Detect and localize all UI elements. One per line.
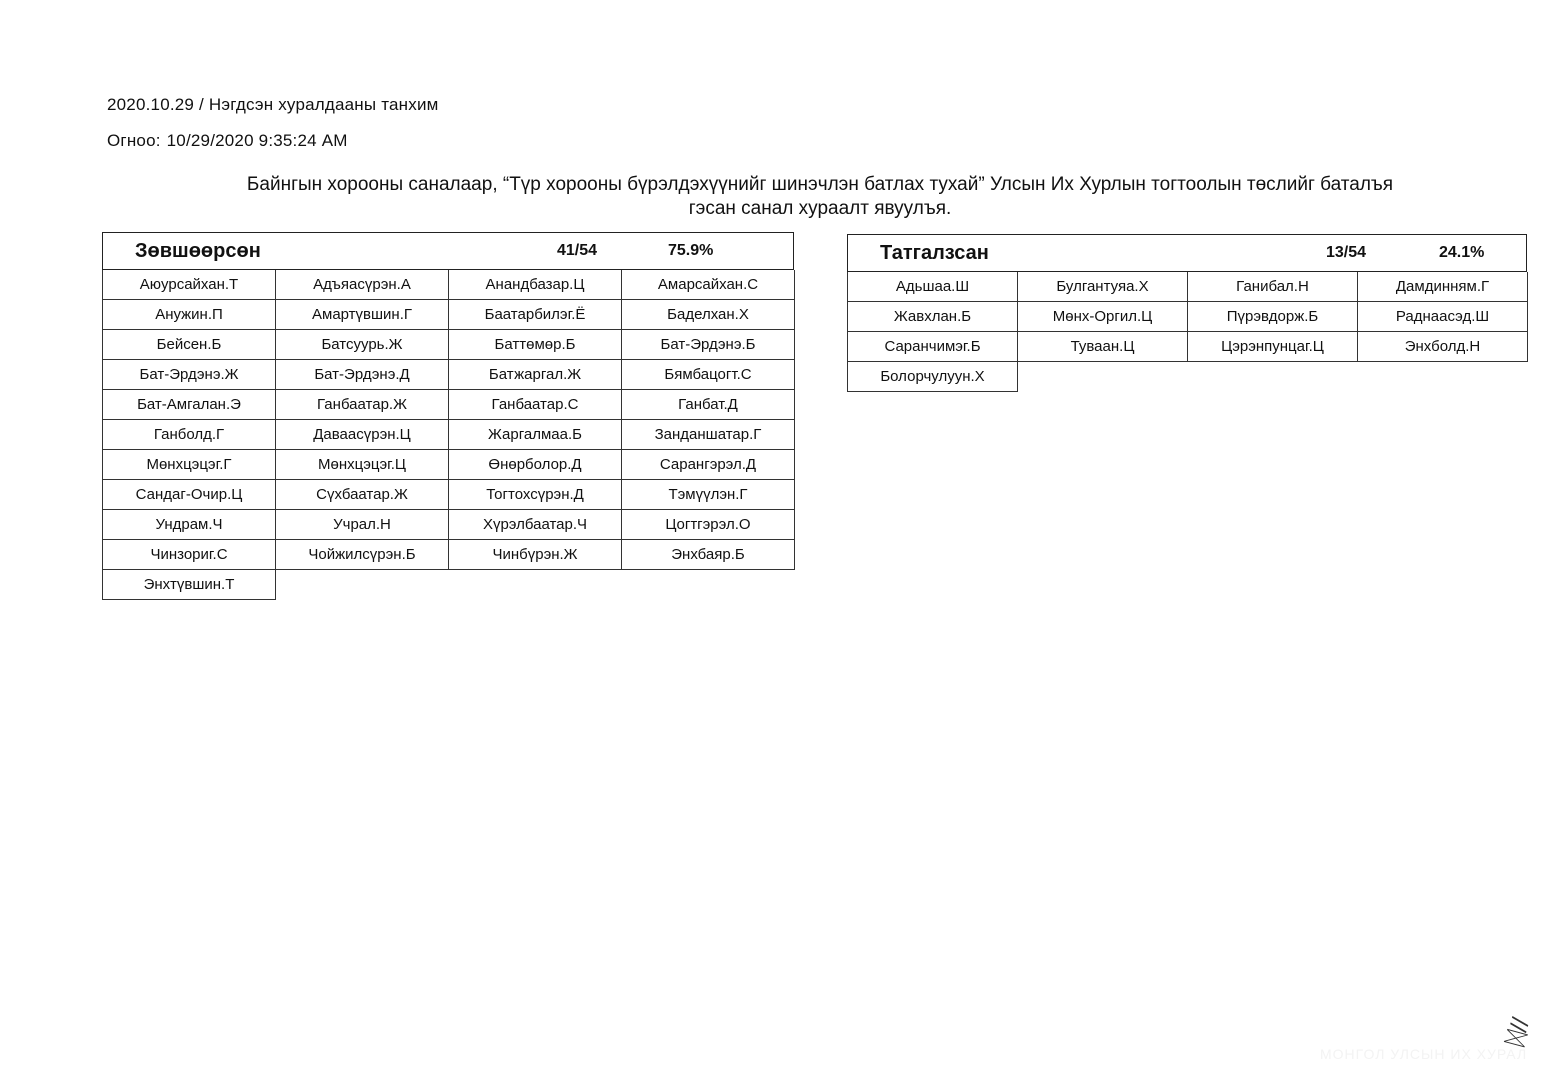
approved-name-cell: Баттөмөр.Б: [448, 330, 622, 360]
approved-name-cell: Хүрэлбаатар.Ч: [448, 510, 622, 540]
approved-name-cell: Өнөрболор.Д: [448, 450, 622, 480]
rejected-name-cell: Жавхлан.Б: [847, 302, 1018, 332]
approved-name-cell: Тогтохсүрэн.Д: [448, 480, 622, 510]
session-line: 2020.10.29 / Нэгдсэн хуралдааны танхим: [107, 95, 439, 114]
approved-name-cell: Бат-Эрдэнэ.Б: [621, 330, 795, 360]
approved-name-cell: Бат-Эрдэнэ.Ж: [102, 360, 276, 390]
approved-name-cell: Ундрам.Ч: [102, 510, 276, 540]
approved-name-cell: Баатарбилэг.Ё: [448, 300, 622, 330]
approved-name-cell: Анужин.П: [102, 300, 276, 330]
approved-name-cell: Сүхбаатар.Ж: [275, 480, 449, 510]
approved-name-cell: Сандаг-Очир.Ц: [102, 480, 276, 510]
rejected-name-cell: Туваан.Ц: [1017, 332, 1188, 362]
rejected-name-cell: Пүрэвдорж.Б: [1187, 302, 1358, 332]
approved-name-cell: Ганбаатар.С: [448, 390, 622, 420]
rejected-votes-table: [847, 234, 1527, 392]
rejected-name-cell: Энхболд.Н: [1357, 332, 1528, 362]
approved-name-cell: Бат-Эрдэнэ.Д: [275, 360, 449, 390]
rejected-name-cell: Цэрэнпунцаг.Ц: [1187, 332, 1358, 362]
approved-title: Зөвшөөрсөн: [135, 240, 261, 262]
rejected-name-cell: Ганибал.Н: [1187, 272, 1358, 302]
approved-name-cell: Даваасүрэн.Ц: [275, 420, 449, 450]
rejected-name-cell: Булгантуяа.Х: [1017, 272, 1188, 302]
approved-name-cell: Анандбазар.Ц: [448, 270, 622, 300]
approved-name-cell: Адъяасүрэн.А: [275, 270, 449, 300]
approved-name-cell: Бямбацогт.С: [621, 360, 795, 390]
approved-percent: 75.9%: [668, 242, 714, 259]
rejected-title: Татгалзсан: [880, 242, 989, 264]
approved-name-cell: Мөнхцэцэг.Г: [102, 450, 276, 480]
rejected-name-cell: Мөнх-Оргил.Ц: [1017, 302, 1188, 332]
approved-name-cell: Ганбат.Д: [621, 390, 795, 420]
rejected-name-cell: Дамдинням.Г: [1357, 272, 1528, 302]
approved-name-cell: Ганбаатар.Ж: [275, 390, 449, 420]
approved-name-cell: Чинбүрэн.Ж: [448, 540, 622, 570]
date-label: Огноо:: [107, 131, 161, 150]
rejected-name-cell: Раднаасэд.Ш: [1357, 302, 1528, 332]
motion-line-2: гэсан санал хураалт явуулъя.: [688, 198, 952, 219]
approved-name-cell: Баделхан.Х: [621, 300, 795, 330]
approved-name-cell: Жаргалмаа.Б: [448, 420, 622, 450]
approved-name-cell: Амартүвшин.Г: [275, 300, 449, 330]
approved-name-cell: Цогтгэрэл.О: [621, 510, 795, 540]
rejected-name-cell: Адьшаа.Ш: [847, 272, 1018, 302]
rejected-percent: 24.1%: [1439, 244, 1485, 261]
approved-name-cell: Учрал.Н: [275, 510, 449, 540]
approved-name-cell: Бат-Амгалан.Э: [102, 390, 276, 420]
approved-header: [102, 232, 794, 270]
approved-name-cell: Амарсайхан.С: [621, 270, 795, 300]
handwritten-initials: ᛞ//: [1501, 1014, 1536, 1049]
approved-name-cell: Бейсен.Б: [102, 330, 276, 360]
approved-names-grid: [102, 270, 794, 600]
approved-name-cell: Энхтүвшин.Т: [102, 570, 276, 600]
approved-count: 41/54: [557, 242, 598, 259]
approved-name-cell: Энхбаяр.Б: [621, 540, 795, 570]
approved-name-cell: Батсуурь.Ж: [275, 330, 449, 360]
approved-name-cell: Тэмүүлэн.Г: [621, 480, 795, 510]
approved-name-cell: Аюурсайхан.Т: [102, 270, 276, 300]
approved-votes-table: [102, 232, 794, 600]
rejected-name-cell: Саранчимэг.Б: [847, 332, 1018, 362]
rejected-name-cell: Болорчулуун.Х: [847, 362, 1018, 392]
approved-name-cell: Батжаргал.Ж: [448, 360, 622, 390]
rejected-count: 13/54: [1326, 244, 1367, 261]
motion-text: [130, 173, 1510, 221]
approved-name-cell: Ганболд.Г: [102, 420, 276, 450]
approved-name-cell: Чинзориг.С: [102, 540, 276, 570]
approved-name-cell: Занданшатар.Г: [621, 420, 795, 450]
motion-line-1: Байнгын хорооны саналаар, “Түр хорооны бүрэлдэхүүнийг шинэчлэн батлах тухай” Улсын Их Хурлын тогтоолын төслийг баталъя: [246, 174, 1394, 195]
watermark-stamp: МОНГОЛ УЛСЫН ИХ ХУРАЛ: [1320, 1046, 1528, 1062]
approved-name-cell: Мөнхцэцэг.Ц: [275, 450, 449, 480]
rejected-names-grid: [847, 272, 1527, 392]
approved-name-cell: Сарангэрэл.Д: [621, 450, 795, 480]
rejected-header: [847, 234, 1527, 272]
approved-name-cell: Чойжилсүрэн.Б: [275, 540, 449, 570]
date-line: [107, 131, 354, 151]
date-value: 10/29/2020 9:35:24 AM: [166, 131, 348, 150]
